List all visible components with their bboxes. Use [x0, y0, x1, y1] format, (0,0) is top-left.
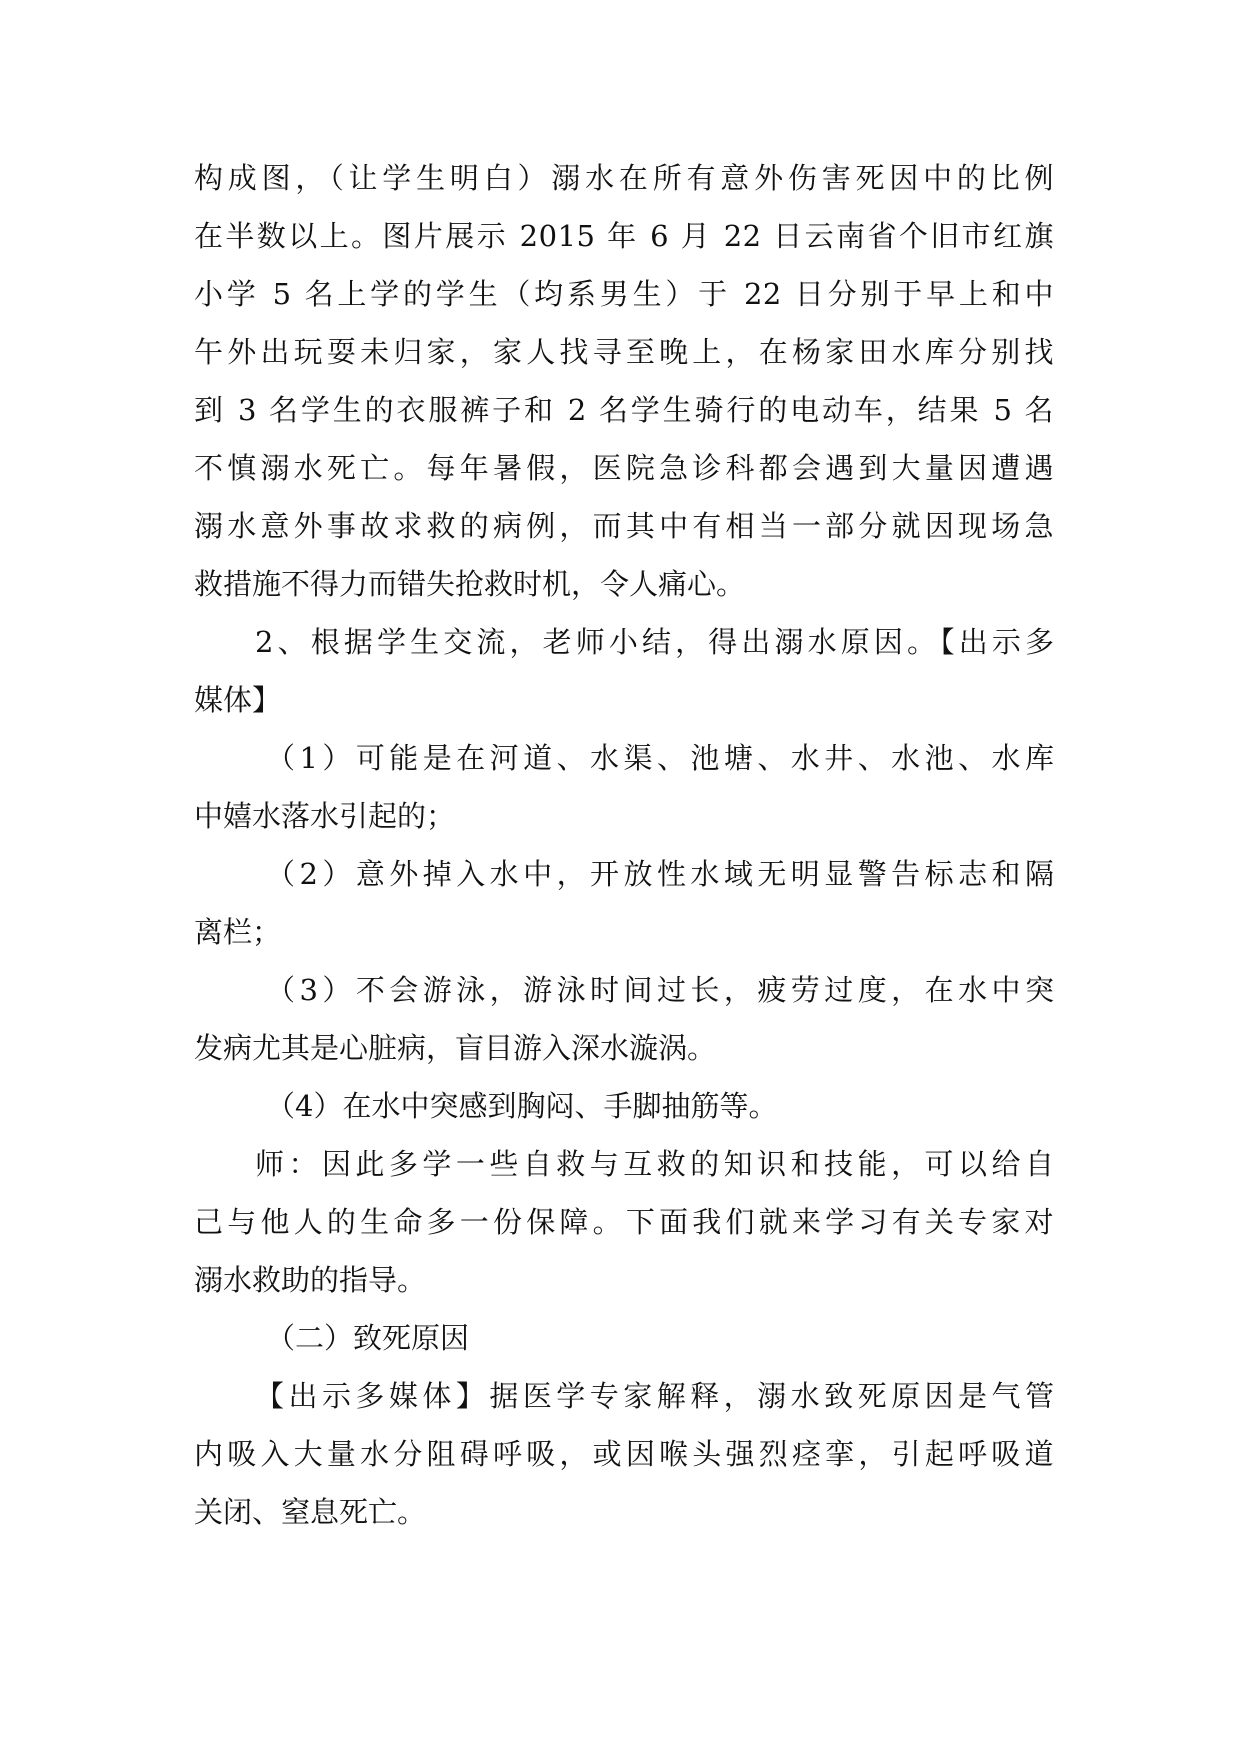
paragraph-line: 构成图，（让学生明白）溺水在所有意外伤害死因中的比例 [194, 161, 1054, 195]
paragraph-line: 救措施不得力而错失抢救时机，令人痛心。 [194, 567, 746, 601]
paragraph-line: 己与他人的生命多一份保障。下面我们就来学习有关专家对 [194, 1205, 1054, 1239]
list-item-line: （4）在水中突感到胸闷、手脚抽筋等。 [266, 1089, 778, 1123]
paragraph-line: 到 3 名学生的衣服裤子和 2 名学生骑行的电动车，结果 5 名 [194, 393, 1054, 427]
list-item-line: （3）不会游泳，游泳时间过长，疲劳过度，在水中突 [266, 973, 1054, 1007]
paragraph-line: 不慎溺水死亡。每年暑假，医院急诊科都会遇到大量因遭遇 [194, 451, 1054, 485]
paragraph-line: 【出示多媒体】据医学专家解释，溺水致死原因是气管 [255, 1379, 1054, 1413]
paragraph-line: 关闭、窒息死亡。 [194, 1495, 427, 1529]
paragraph-line: 溺水救助的指导。 [194, 1263, 427, 1297]
paragraph-line: 师：因此多学一些自救与互救的知识和技能，可以给自 [255, 1147, 1054, 1181]
list-item-line: （1）可能是在河道、水渠、池塘、水井、水池、水库 [266, 741, 1054, 775]
paragraph-line: 媒体】 [194, 683, 282, 717]
list-item-line: （2）意外掉入水中，开放性水域无明显警告标志和隔 [266, 857, 1054, 891]
paragraph-line: 2、根据学生交流，老师小结，得出溺水原因。【出示多 [255, 625, 1054, 659]
list-item-line: 离栏； [194, 915, 282, 949]
paragraph-line: 小学 5 名上学的学生（均系男生）于 22 日分别于早上和中 [194, 277, 1054, 311]
paragraph-line: 溺水意外事故求救的病例，而其中有相当一部分就因现场急 [194, 509, 1054, 543]
paragraph-line: 在半数以上。图片展示 2015 年 6 月 22 日云南省个旧市红旗 [194, 219, 1054, 253]
paragraph-line: 内吸入大量水分阻碍呼吸，或因喉头强烈痉挛，引起呼吸道 [194, 1437, 1054, 1471]
paragraph-line: 午外出玩耍未归家，家人找寻至晚上，在杨家田水库分别找 [194, 335, 1054, 369]
list-item-line: 发病尤其是心脏病，盲目游入深水漩涡。 [194, 1031, 717, 1065]
section-heading: （二）致死原因 [266, 1321, 470, 1355]
list-item-line: 中嬉水落水引起的； [194, 799, 456, 833]
